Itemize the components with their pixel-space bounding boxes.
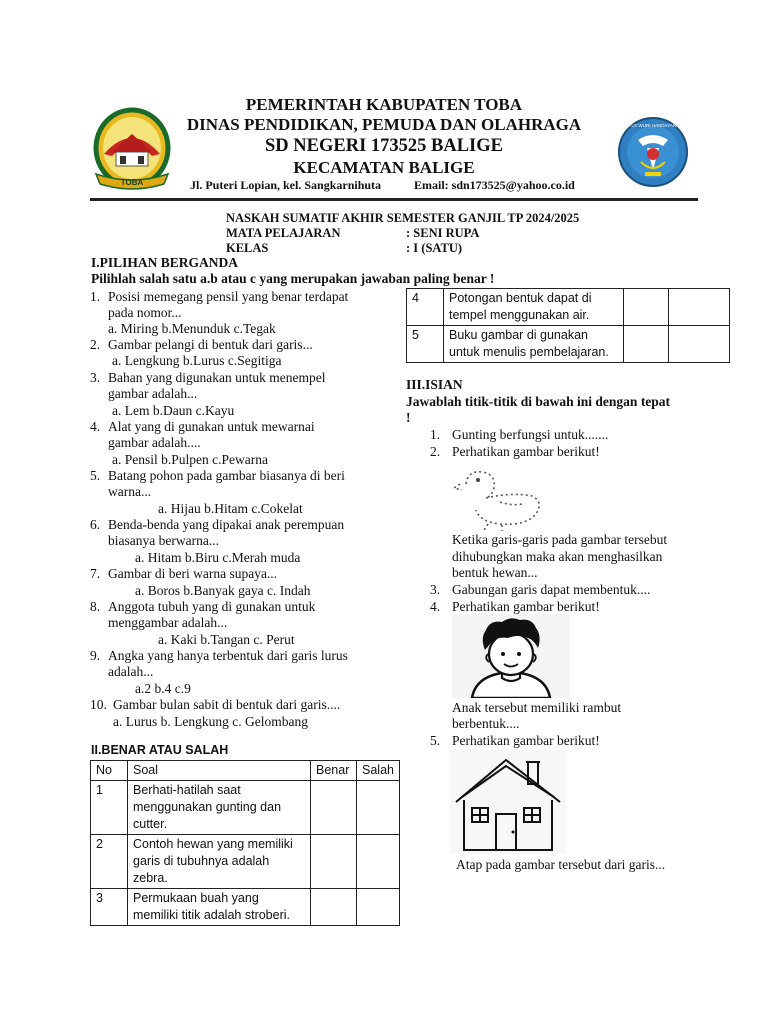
header-divider <box>90 198 698 201</box>
question-number: 10. <box>90 697 107 712</box>
question-text: Angka yang hanya terbentuk dari garis lurus <box>108 648 348 663</box>
table-row <box>407 289 730 326</box>
question-text: Ketika garis-garis pada gambar tersebut <box>452 532 668 547</box>
question-number: 5. <box>90 468 101 483</box>
question-number: 2. <box>430 444 441 459</box>
section1-title: I.PILIHAN BERGANDA <box>91 255 239 270</box>
col-salah-header: Salah <box>357 761 400 781</box>
question-text: dihubungkan maka akan menghasilkan <box>452 549 663 564</box>
question-text: Alat yang di gunakan untuk mewarnai <box>108 419 315 434</box>
row-statement <box>128 781 311 835</box>
statement-line: Contoh hewan yang memiliki <box>133 837 293 851</box>
question-text: Anak tersebut memiliki rambut <box>452 700 622 715</box>
question-text: bentuk hewan... <box>452 565 538 580</box>
col-soal-header: Soal <box>128 761 311 781</box>
svg-text:TOBA: TOBA <box>120 178 144 187</box>
question-text: pada nomor... <box>108 305 182 320</box>
salah-cell[interactable] <box>357 835 400 889</box>
salah-cell[interactable] <box>669 289 730 326</box>
question-number: 3. <box>90 370 101 385</box>
question-text: Perhatikan gambar berikut! <box>452 599 600 614</box>
section3-instruction: Jawablah titik-titik di bawah ini dengan tepat <box>406 394 671 409</box>
row-number: 2 <box>91 835 128 889</box>
house-image <box>450 750 566 854</box>
question-text: Bahan yang digunakan untuk menempel <box>108 370 326 385</box>
question-text: Posisi memegang pensil yang benar terdapat <box>108 289 349 304</box>
question-options: a. Kaki b.Tangan c. Perut <box>158 632 295 647</box>
question-options: a. Lurus b. Lengkung c. Gelombang <box>113 714 308 729</box>
question-options: a.2 b.4 c.9 <box>135 681 191 696</box>
question-number: 4. <box>430 599 441 614</box>
question-text: Perhatikan gambar berikut! <box>452 444 600 459</box>
tut-wuri-logo-icon <box>616 110 690 194</box>
true-false-table <box>90 760 400 926</box>
benar-cell[interactable] <box>311 781 357 835</box>
question-options: a. Lem b.Daun c.Kayu <box>112 403 235 418</box>
question-text: Gambar pelangi di bentuk dari garis... <box>108 337 313 352</box>
salah-cell[interactable] <box>357 889 400 926</box>
statement-line: Berhati-hatilah saat <box>133 783 241 797</box>
question-number: 1. <box>90 289 101 304</box>
question-number: 5. <box>430 733 441 748</box>
question-number: 2. <box>90 337 101 352</box>
dotted-duck-icon <box>452 462 548 532</box>
question-text: Atap pada gambar tersebut dari garis... <box>456 857 666 872</box>
statement-line: untuk menulis pembelajaran. <box>449 345 609 359</box>
header-email: Email: sdn173525@yahoo.co.id <box>414 178 575 192</box>
table-row <box>91 781 400 835</box>
table-row <box>407 326 730 363</box>
header-line-3: SD NEGERI 173525 BALIGE <box>265 136 503 156</box>
statement-line: garis di tubuhnya adalah <box>133 854 270 868</box>
question-text: Benda-benda yang dipakai anak perempuan <box>108 517 345 532</box>
question-number: 9. <box>90 648 101 663</box>
question-number: 1. <box>430 427 441 442</box>
class-label: KELAS <box>226 241 269 255</box>
question-number: 6. <box>90 517 101 532</box>
header-line-1: PEMERINTAH KABUPATEN TOBA <box>245 95 523 114</box>
benar-cell[interactable] <box>624 326 669 363</box>
salah-cell[interactable] <box>357 781 400 835</box>
row-statement <box>444 289 624 326</box>
exam-title: NASKAH SUMATIF AKHIR SEMESTER GANJIL TP 2024/2025 <box>226 211 580 225</box>
question-number: 7. <box>90 566 101 581</box>
question-text: biasanya berwarna... <box>108 533 219 548</box>
question-options: a. Boros b.Banyak gaya c. Indah <box>135 583 311 598</box>
dotted-duck-image <box>452 462 548 532</box>
question-text: gambar adalah... <box>108 386 198 401</box>
statement-line: cutter. <box>133 817 168 831</box>
row-number: 4 <box>407 289 444 326</box>
curly-hair-child-image <box>452 614 570 698</box>
table-row <box>91 835 400 889</box>
question-text: warna... <box>108 484 152 499</box>
section3-title: III.ISIAN <box>406 377 463 392</box>
question-text: menggambar adalah... <box>108 615 228 630</box>
statement-line: Permukaan buah yang <box>133 891 259 905</box>
statement-line: tempel menggunakan air. <box>449 308 590 322</box>
question-text: Gabungan garis dapat membentuk.... <box>452 582 651 597</box>
question-text: berbentuk.... <box>452 716 520 731</box>
row-number: 5 <box>407 326 444 363</box>
section2-title: II.BENAR ATAU SALAH <box>91 743 229 757</box>
question-number: 8. <box>90 599 101 614</box>
question-text: Gunting berfungsi untuk....... <box>452 427 609 442</box>
table-row <box>91 889 400 926</box>
question-number: 4. <box>90 419 101 434</box>
question-text: Batang pohon pada gambar biasanya di beri <box>108 468 345 483</box>
question-text: Anggota tubuh yang di gunakan untuk <box>108 599 316 614</box>
row-statement <box>128 889 311 926</box>
statement-line: Potongan bentuk dapat di <box>449 291 592 305</box>
benar-cell[interactable] <box>311 889 357 926</box>
question-text: gambar adalah.... <box>108 435 201 450</box>
svg-text:TUT WURI HANDAYANI: TUT WURI HANDAYANI <box>628 123 678 128</box>
question-number: 3. <box>430 582 441 597</box>
header-line-2: DINAS PENDIDIKAN, PEMUDA DAN OLAHRAGA <box>186 115 582 134</box>
benar-cell[interactable] <box>311 835 357 889</box>
table-header-row <box>91 761 400 781</box>
question-options: a. Pensil b.Pulpen c.Pewarna <box>112 452 268 467</box>
question-options: a. Lengkung b.Lurus c.Segitiga <box>112 353 282 368</box>
subject-value: : SENI RUPA <box>406 226 480 240</box>
tut-wuri-logo <box>616 110 690 194</box>
question-text: Perhatikan gambar berikut! <box>452 733 600 748</box>
subject-label: MATA PELAJARAN <box>226 226 341 240</box>
child-face-icon <box>452 614 570 698</box>
question-options: a. Miring b.Menunduk c.Tegak <box>108 321 276 336</box>
statement-line: menggunakan gunting dan <box>133 800 282 814</box>
question-text: adalah... <box>108 664 154 679</box>
house-icon <box>450 750 566 854</box>
benar-cell[interactable] <box>624 289 669 326</box>
col-no-header: No <box>91 761 128 781</box>
salah-cell[interactable] <box>669 326 730 363</box>
row-statement <box>444 326 624 363</box>
row-number: 3 <box>91 889 128 926</box>
question-text: Gambar di beri warna supaya... <box>108 566 278 581</box>
true-false-table-continued <box>406 288 730 363</box>
col-benar-header: Benar <box>311 761 357 781</box>
section3-instruction-end: ! <box>406 410 411 425</box>
row-number: 1 <box>91 781 128 835</box>
row-statement <box>128 835 311 889</box>
question-options: a. Hitam b.Biru c.Merah muda <box>135 550 301 565</box>
question-text: Gambar bulan sabit di bentuk dari garis.... <box>113 697 341 712</box>
header-line-4: KECAMATAN BALIGE <box>293 158 475 177</box>
header-address: Jl. Puteri Lopian, kel. Sangkarnihuta <box>190 178 382 192</box>
question-options: a. Hijau b.Hitam c.Cokelat <box>158 501 303 516</box>
section1-instruction: Pilihlah salah satu a.b atau c yang merupakan jawaban paling benar ! <box>91 271 495 286</box>
statement-line: Buku gambar di gunakan <box>449 328 588 342</box>
statement-line: memiliki titik adalah stroberi. <box>133 908 290 922</box>
statement-line: zebra. <box>133 871 168 885</box>
class-value: : I (SATU) <box>406 241 463 255</box>
